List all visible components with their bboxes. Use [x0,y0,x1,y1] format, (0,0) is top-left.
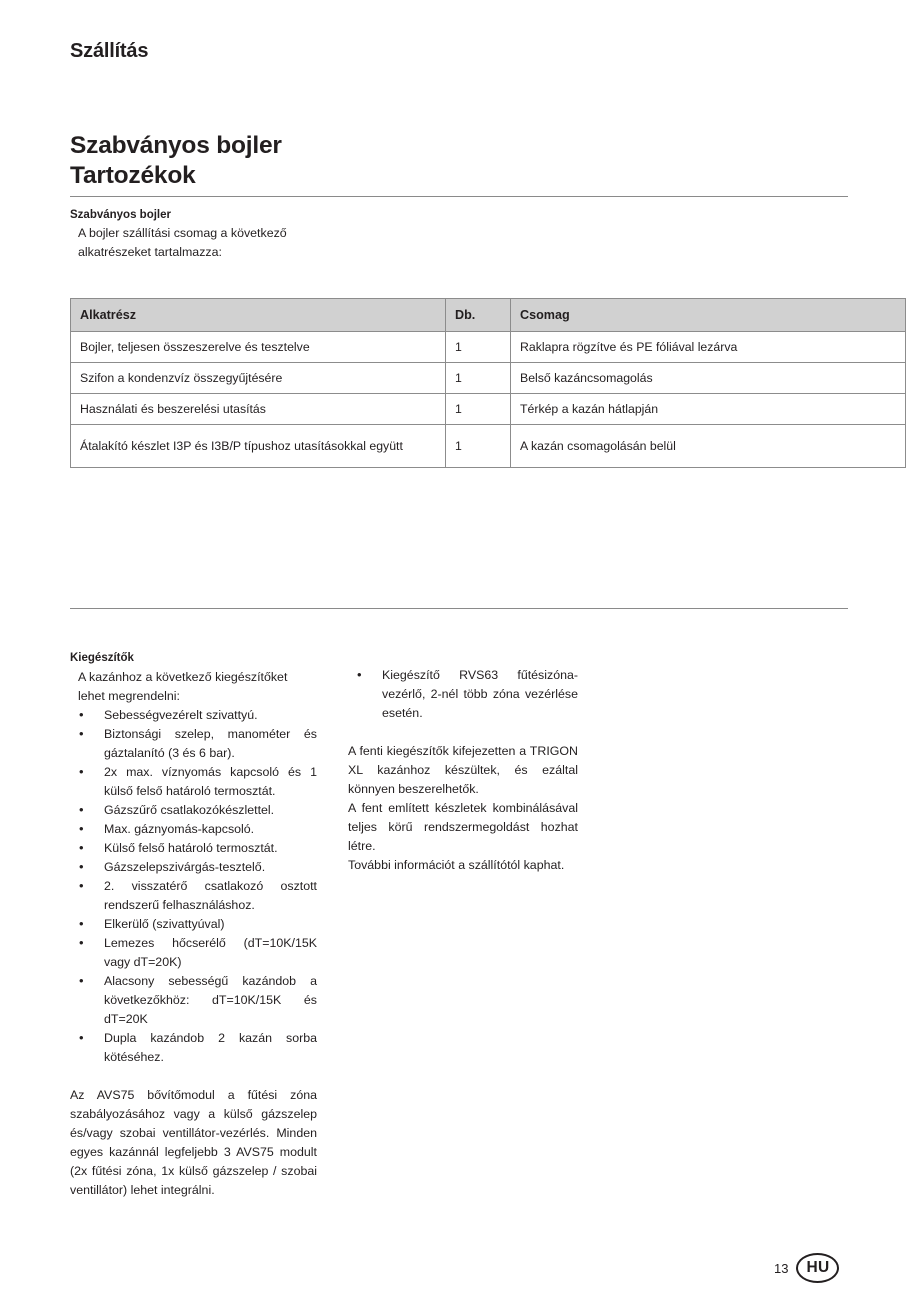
running-head: Szállítás [70,40,149,62]
intro-heading: Szabványos bojler [70,209,171,221]
table-cell-package: Raklapra rögzítve és PE fóliával lezárva [511,332,906,363]
right-column-paragraph-2: A fent említett készletek kombinálásával teljes körű rendszermegoldást hozhat létre. [348,801,578,853]
page-title-line-2: Tartozékok [70,162,196,189]
table-cell-qty: 1 [446,394,511,425]
table-header-package: Csomag [511,299,906,332]
divider-above-accessories [70,608,848,609]
right-column-paragraph-3: További információt a szállítótól kaphat. [348,858,565,872]
accessories-lead-in-line-2: lehet megrendelni: [78,689,180,703]
table-cell-qty: 1 [446,425,511,468]
accessories-lead-in [78,668,317,706]
table-cell-package: A kazán csomagolásán belül [511,425,906,468]
table-cell-part: Szifon a kondenzvíz összegyűjtésére [71,363,446,394]
divider-under-title [70,196,848,197]
table-row [71,394,906,425]
language-badge: HU [796,1253,839,1283]
avs75-paragraph: Az AVS75 bővítőmodul a fűtési zóna szabályozásához vagy a külső gázszelep és/vagy szobai ventillátor-vezérlés. Minden egyes kazánnál legfeljebb 3 AVS75 modult (2x fűtési zóna, 1x külső gázszelep / szobai ventillátor) lehet integrálni. [70,1088,317,1197]
table-row [71,363,906,394]
accessories-heading: Kiegészítők [70,652,134,664]
list-item: • Gázszelepszivárgás-tesztelő. [70,858,317,877]
right-column-paragraph-1: A fenti kiegészítők kifejezetten a TRIGON XL kazánhoz készültek, és ezáltal könnyen beszerelhetők. [348,744,578,796]
table-header-row [71,299,906,332]
list-item: • Elkerülő (szivattyúval) [70,915,317,934]
table-cell-part: Használati és beszerelési utasítás [71,394,446,425]
list-item: • Dupla kazándob 2 kazán sorba kötéséhez. [70,1029,317,1067]
table-cell-qty: 1 [446,363,511,394]
page-footer [774,1253,839,1283]
accessories-column-left [70,650,317,1200]
table-cell-package: Térkép a kazán hátlapján [511,394,906,425]
intro-body-line-1: A bojler szállítási csomag a következő [78,226,287,240]
list-item: • 2x max. víznyomás kapcsoló és 1 külső felső határoló termosztát. [70,763,317,801]
table-header-part: Alkatrész [71,299,446,332]
list-item: • Biztonsági szelep, manométer és gáztalanító (3 és 6 bar). [70,725,317,763]
table-row [71,425,906,468]
accessories-column-right [348,666,578,875]
table-cell-part: Bojler, teljesen összeszerelve és tesztelve [71,332,446,363]
delivery-parts-table [70,298,906,468]
intro-section [70,206,470,262]
table-header-qty: Db. [446,299,511,332]
table-row [71,332,906,363]
list-item: • Sebességvezérelt szivattyú. [70,706,317,725]
table-cell-package: Belső kazáncsomagolás [511,363,906,394]
page-title-line-1: Szabványos bojler [70,132,282,159]
list-item: • Külső felső határoló termosztát. [70,839,317,858]
page-number: 13 [774,1260,789,1276]
intro-body [78,224,470,262]
accessories-list [70,706,317,1067]
page-title [70,131,848,191]
list-item: • 2. visszatérő csatlakozó osztott rendszerű felhasználáshoz. [70,877,317,915]
intro-body-line-2: alkatrészeket tartalmazza: [78,245,222,259]
list-item: • Lemezes hőcserélő (dT=10K/15K vagy dT=20K) [70,934,317,972]
list-item: • Max. gáznyomás-kapcsoló. [70,820,317,839]
list-item: • Gázszűrő csatlakozókészlettel. [70,801,317,820]
table-cell-part: Átalakító készlet I3P és I3B/P típushoz utasításokkal együtt [71,425,446,468]
list-item: • Kiegészítő RVS63 fűtésizóna-vezérlő, 2-nél több zóna vezérlése esetén. [348,666,578,723]
right-column-list [348,666,578,723]
table-cell-qty: 1 [446,332,511,363]
list-item: • Alacsony sebességű kazándob a következőkhöz: dT=10K/15K és dT=20K [70,972,317,1029]
accessories-lead-in-line-1: A kazánhoz a következő kiegészítőket [78,670,288,684]
